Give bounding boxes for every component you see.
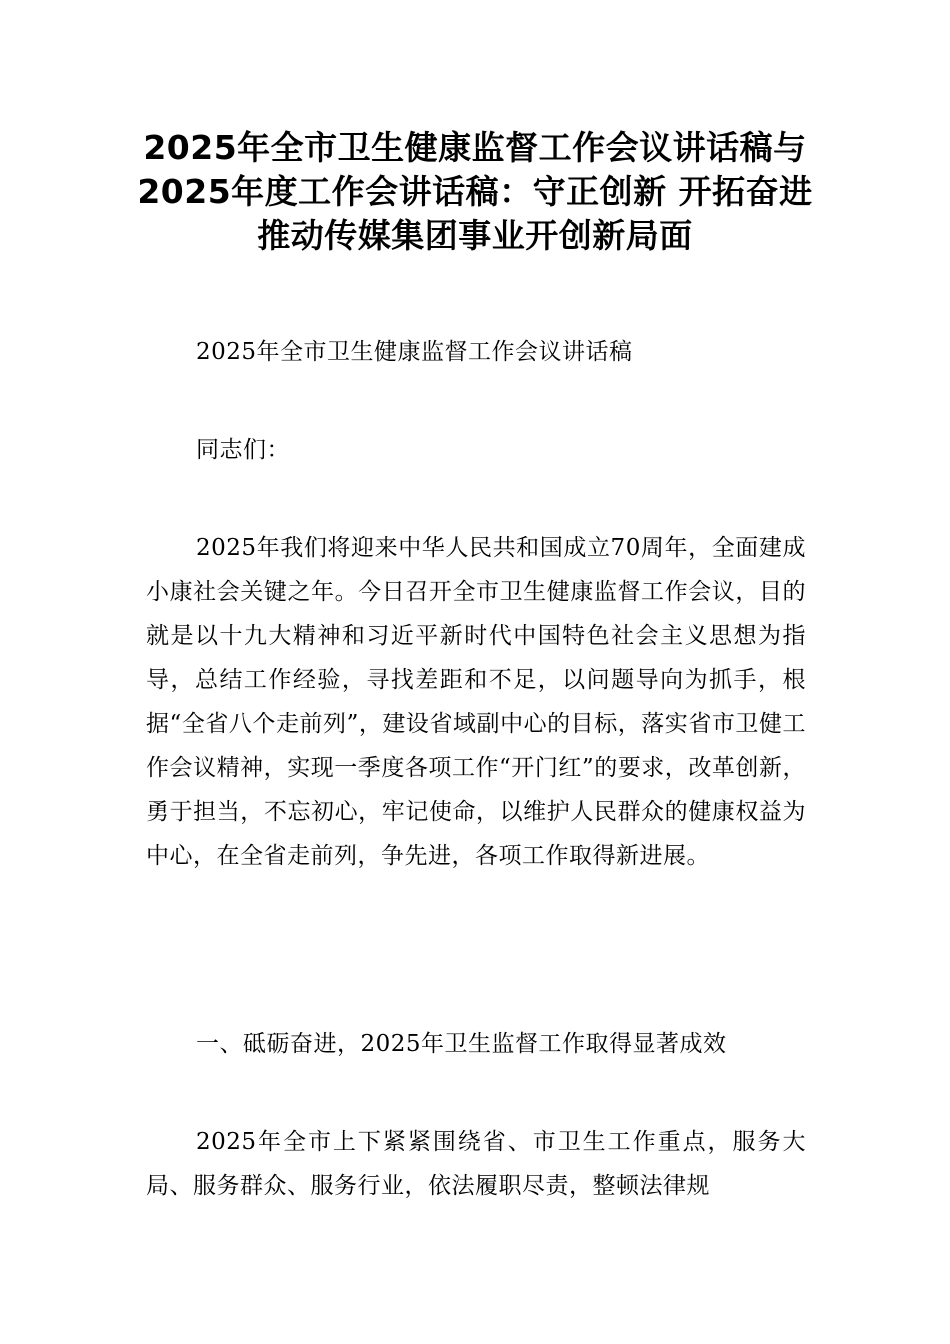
section-heading-1: 一、砥砺奋进，2025年卫生监督工作取得显著成效: [196, 1031, 727, 1057]
document-title: 2025年全市卫生健康监督工作会议讲话稿与2025年度工作会讲话稿：守正创新 开拓奋进 推动传媒集团事业开创新局面: [137, 128, 813, 255]
speech-subtitle: 2025年全市卫生健康监督工作会议讲话稿: [196, 339, 633, 365]
paragraph-section-1: 2025年全市上下紧紧围绕省、市卫生工作重点，服务大局、服务群众、服务行业，依法履职尽责，整顿法律规: [146, 1129, 806, 1199]
salutation: 同志们：: [196, 437, 290, 463]
paragraph-intro: 2025年我们将迎来中华人民共和国成立70周年，全面建成小康社会关键之年。今日召开全市卫生健康监督工作会议，目的就是以十九大精神和习近平新时代中国特色社会主义思想为指导，总结工作经验，寻找差距和不足，以问题导向为抓手，根据“全省八个走前列”，建设省域副中心的目标，落实省市卫健工作会议精神，实现一季度各项工作“开门红”的要求，改革创新，勇于担当，不忘初心，牢记使命，以维护人民群众的健康权益为中心，在全省走前列，争先进，各项工作取得新进展。: [146, 535, 806, 869]
